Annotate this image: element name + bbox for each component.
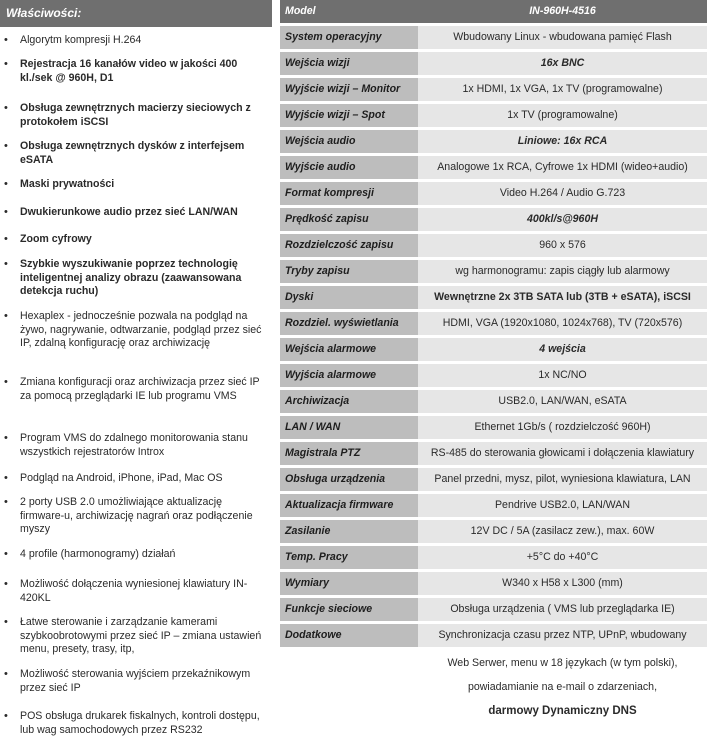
feature-text: Możliwość sterowania wyjściem przekaźnikowym przez sieć IP — [20, 668, 251, 694]
spec-value: 1x TV (programowalne) — [418, 104, 707, 127]
spec-key: Dodatkowe — [280, 624, 418, 647]
bullet-icon: • — [4, 616, 8, 628]
spec-extra-line: Web Serwer, menu w 18 językach (w tym polski), — [418, 652, 707, 674]
bullet-icon: • — [4, 34, 8, 46]
spec-value: Analogowe 1x RCA, Cyfrowe 1x HDMI (wideo+audio) — [418, 156, 707, 179]
feature-text: Szybkie wyszukiwanie poprzez technologię inteligentnej analizy obrazu (zaawansowana detekcja ruchu) — [20, 258, 242, 298]
spec-row — [280, 442, 707, 465]
feature-text: POS obsługa drukarek fiskalnych, kontroli dostępu, lub wag samochodowych przez RS232 — [20, 710, 260, 736]
column-divider — [272, 0, 280, 736]
spec-row — [280, 624, 707, 647]
bullet-icon: • — [4, 472, 8, 484]
spec-key: System operacyjny — [280, 26, 418, 49]
spec-row — [280, 312, 707, 335]
spec-key: Wyjście wizji – Spot — [280, 104, 418, 127]
bullet-icon: • — [4, 496, 8, 508]
spec-value: Obsługa urządzenia ( VMS lub przeglądarka IE) — [418, 598, 707, 621]
feature-text: Rejestracja 16 kanałów video w jakości 400 kl./sek @ 960H, D1 — [20, 58, 238, 84]
spec-row — [280, 338, 707, 361]
feature-text: Dwukierunkowe audio przez sieć LAN/WAN — [20, 206, 238, 218]
spec-value: 1x HDMI, 1x VGA, 1x TV (programowalne) — [418, 78, 707, 101]
spec-value: Video H.264 / Audio G.723 — [418, 182, 707, 205]
feature-text: Podgląd na Android, iPhone, iPad, Mac OS — [20, 472, 223, 484]
bullet-icon: • — [4, 140, 8, 152]
spec-value: Synchronizacja czasu przez NTP, UPnP, wbudowany — [418, 624, 707, 647]
spec-value: 16x BNC — [418, 52, 707, 75]
feature-text: Maski prywatności — [20, 178, 115, 190]
spec-value: Wbudowany Linux - wbudowana pamięć Flash — [418, 26, 707, 49]
spec-row — [280, 208, 707, 231]
feature-text: Obsługa zewnętrznych dysków z interfejsem eSATA — [20, 140, 245, 166]
bullet-icon: • — [4, 432, 8, 444]
spec-value: RS-485 do sterowania głowicami i dołączenia klawiatury — [418, 442, 707, 465]
spec-row — [280, 468, 707, 491]
spec-key: Aktualizacja firmware — [280, 494, 418, 517]
spec-row — [280, 78, 707, 101]
spec-row — [280, 52, 707, 75]
spec-key: Format kompresji — [280, 182, 418, 205]
spec-row — [280, 130, 707, 153]
spec-extra-line: powiadamianie na e-mail o zdarzeniach, — [418, 676, 707, 698]
spec-row — [280, 234, 707, 257]
spec-row — [280, 416, 707, 439]
spec-value: Ethernet 1Gb/s ( rozdzielczość 960H) — [418, 416, 707, 439]
spec-row — [280, 364, 707, 387]
spec-key: Dyski — [280, 286, 418, 309]
spec-key: Wyjście audio — [280, 156, 418, 179]
feature-text: Algorytm kompresji H.264 — [20, 34, 142, 46]
feature-text: Możliwość dołączenia wyniesionej klawiatury IN-420KL — [20, 578, 248, 604]
bullet-icon: • — [4, 376, 8, 388]
bullet-icon: • — [4, 668, 8, 680]
feature-text: Zmiana konfiguracji oraz archiwizacja przez sieć IP za pomocą przeglądarki IE lub programu VMS — [20, 376, 260, 402]
spec-key: Rozdzielczość zapisu — [280, 234, 418, 257]
spec-key: Tryby zapisu — [280, 260, 418, 283]
spec-value: Pendrive USB2.0, LAN/WAN — [418, 494, 707, 517]
feature-text: Hexaplex - jednocześnie pozwala na podgląd na żywo, nagrywanie, odtwarzanie, podgląd przez sieć IP, zdalną konfigurację oraz archiwizację — [20, 310, 262, 350]
spec-value: 400kl/s@960H — [418, 208, 707, 231]
feature-text: Program VMS do zdalnego monitorowania stanu wszystkich rejestratorów Introx — [20, 432, 248, 458]
spec-row — [280, 156, 707, 179]
feature-text: Obsługa zewnętrznych macierzy sieciowych z protokołem iSCSI — [20, 102, 251, 128]
spec-value: 4 wejścia — [418, 338, 707, 361]
features-panel — [0, 0, 272, 736]
spec-row — [280, 286, 707, 309]
bullet-icon: • — [4, 310, 8, 322]
spec-key: Archiwizacja — [280, 390, 418, 413]
spec-value: 1x NC/NO — [418, 364, 707, 387]
spec-row — [280, 182, 707, 205]
feature-text: 2 porty USB 2.0 umożliwiające aktualizację firmware-u, archiwizację nagrań oraz podłączenie myszy — [20, 496, 253, 536]
spec-value: 12V DC / 5A (zasilacz zew.), max. 60W — [418, 520, 707, 543]
spec-value: 960 x 576 — [418, 234, 707, 257]
spec-row — [280, 390, 707, 413]
spec-row — [280, 598, 707, 621]
bullet-icon: • — [4, 102, 8, 114]
spec-key: Wejścia audio — [280, 130, 418, 153]
spec-value: Panel przedni, mysz, pilot, wyniesiona klawiatura, LAN — [418, 468, 707, 491]
spec-header-row — [280, 0, 707, 23]
spec-key: Magistrala PTZ — [280, 442, 418, 465]
feature-text: Zoom cyfrowy — [20, 233, 92, 245]
spec-value: HDMI, VGA (1920x1080, 1024x768), TV (720x576) — [418, 312, 707, 335]
spec-row — [280, 520, 707, 543]
bullet-icon: • — [4, 233, 8, 245]
spec-value: Wewnętrzne 2x 3TB SATA lub (3TB + eSATA), iSCSI — [418, 286, 707, 309]
bullet-icon: • — [4, 578, 8, 590]
spec-key: Wejścia alarmowe — [280, 338, 418, 361]
spec-value: USB2.0, LAN/WAN, eSATA — [418, 390, 707, 413]
spec-row — [280, 260, 707, 283]
spec-header-value: IN-960H-4516 — [418, 0, 707, 23]
spec-key: Wyjścia alarmowe — [280, 364, 418, 387]
spec-header-key: Model — [280, 0, 418, 23]
spec-key: Zasilanie — [280, 520, 418, 543]
spec-value: wg harmonogramu: zapis ciągły lub alarmowy — [418, 260, 707, 283]
bullet-icon: • — [4, 548, 8, 560]
bullet-icon: • — [4, 258, 8, 270]
bullet-icon: • — [4, 178, 8, 190]
features-title: Właściwości: — [0, 0, 272, 27]
spec-key: Wejścia wizji — [280, 52, 418, 75]
spec-row — [280, 572, 707, 595]
bullet-icon: • — [4, 206, 8, 218]
spec-key: Wymiary — [280, 572, 418, 595]
spec-row — [280, 104, 707, 127]
spec-row — [280, 26, 707, 49]
spec-extra-line: darmowy Dynamiczny DNS — [418, 700, 707, 722]
spec-key: LAN / WAN — [280, 416, 418, 439]
spec-value: Liniowe: 16x RCA — [418, 130, 707, 153]
spec-value: +5°C do +40°C — [418, 546, 707, 569]
spec-key: Wyjście wizji – Monitor — [280, 78, 418, 101]
bullet-icon: • — [4, 710, 8, 722]
spec-row — [280, 546, 707, 569]
spec-key: Funkcje sieciowe — [280, 598, 418, 621]
spec-key: Rozdziel. wyświetlania — [280, 312, 418, 335]
spec-row — [280, 494, 707, 517]
spec-key: Obsługa urządzenia — [280, 468, 418, 491]
bullet-icon: • — [4, 58, 8, 70]
spec-value: W340 x H58 x L300 (mm) — [418, 572, 707, 595]
feature-text: 4 profile (harmonogramy) działań — [20, 548, 176, 560]
spec-key: Prędkość zapisu — [280, 208, 418, 231]
feature-text: Łatwe sterowanie i zarządzanie kamerami szybkoobrotowymi przez sieć IP – zmiana ustawień menu, presety, trasy, itp, — [20, 616, 262, 656]
spec-key: Temp. Pracy — [280, 546, 418, 569]
